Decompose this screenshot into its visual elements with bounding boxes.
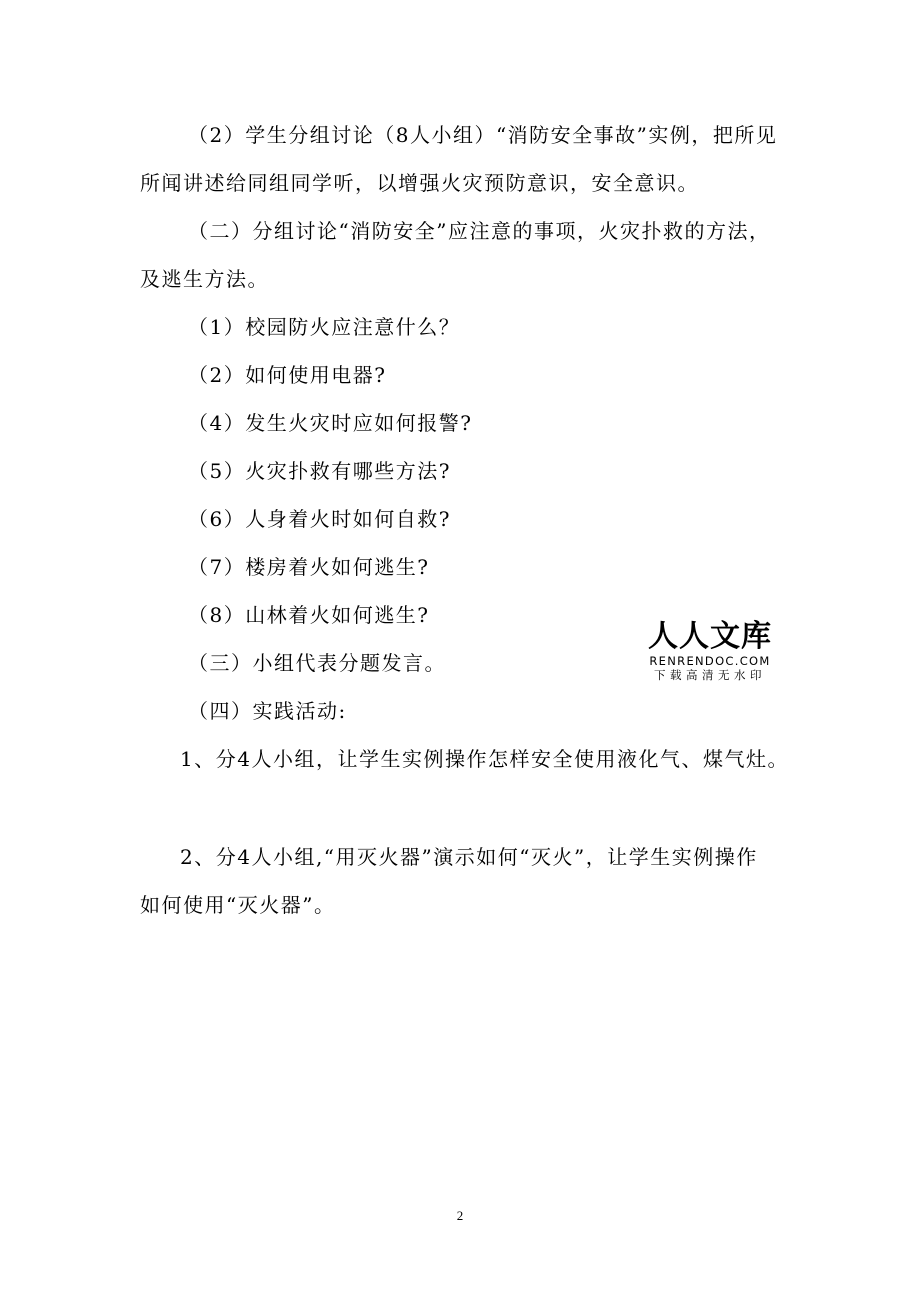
list-item: （1）校园防火应注意什么？ bbox=[188, 315, 461, 339]
list-item: （6）人身着火时如何自救? bbox=[188, 507, 451, 531]
list-item: （4）发生火灾时应如何报警? bbox=[188, 411, 473, 435]
paragraph-line: （二）分组讨论“消防安全”应注意的事项，火灾扑救的方法， bbox=[188, 219, 771, 243]
paragraph-line: 如何使用“灭火器”。 bbox=[140, 893, 336, 917]
list-item: （2）如何使用电器? bbox=[188, 363, 387, 387]
paragraph-line: （2）学生分组讨论（8人小组）“消防安全事故”实例，把所见 bbox=[188, 123, 778, 147]
watermark-title: 人人文库 bbox=[648, 619, 772, 654]
watermark-domain: RENRENDOC.COM bbox=[649, 654, 771, 668]
paragraph-line: 所闻讲述给同组同学听，以增强火灾预防意识，安全意识。 bbox=[140, 171, 699, 195]
section-heading: （四）实践活动: bbox=[188, 699, 347, 723]
paragraph-line: 及逃生方法。 bbox=[140, 267, 269, 291]
page-number: 2 bbox=[456, 1208, 464, 1223]
watermark-tagline: 下载高清无水印 bbox=[654, 668, 766, 682]
list-item: （5）火灾扑救有哪些方法? bbox=[188, 459, 451, 483]
paragraph-line: 1、分4人小组，让学生实例操作怎样安全使用液化气、煤气灶。 bbox=[180, 747, 789, 771]
paragraph-line: 2、分4人小组,“用灭火器”演示如何“灭火”，让学生实例操作 bbox=[180, 845, 758, 869]
section-heading: （三）小组代表分题发言。 bbox=[188, 651, 446, 675]
list-item: （7）楼房着火如何逃生? bbox=[188, 555, 430, 579]
watermark-logo bbox=[646, 620, 774, 682]
list-item: （8）山林着火如何逃生? bbox=[188, 603, 430, 627]
